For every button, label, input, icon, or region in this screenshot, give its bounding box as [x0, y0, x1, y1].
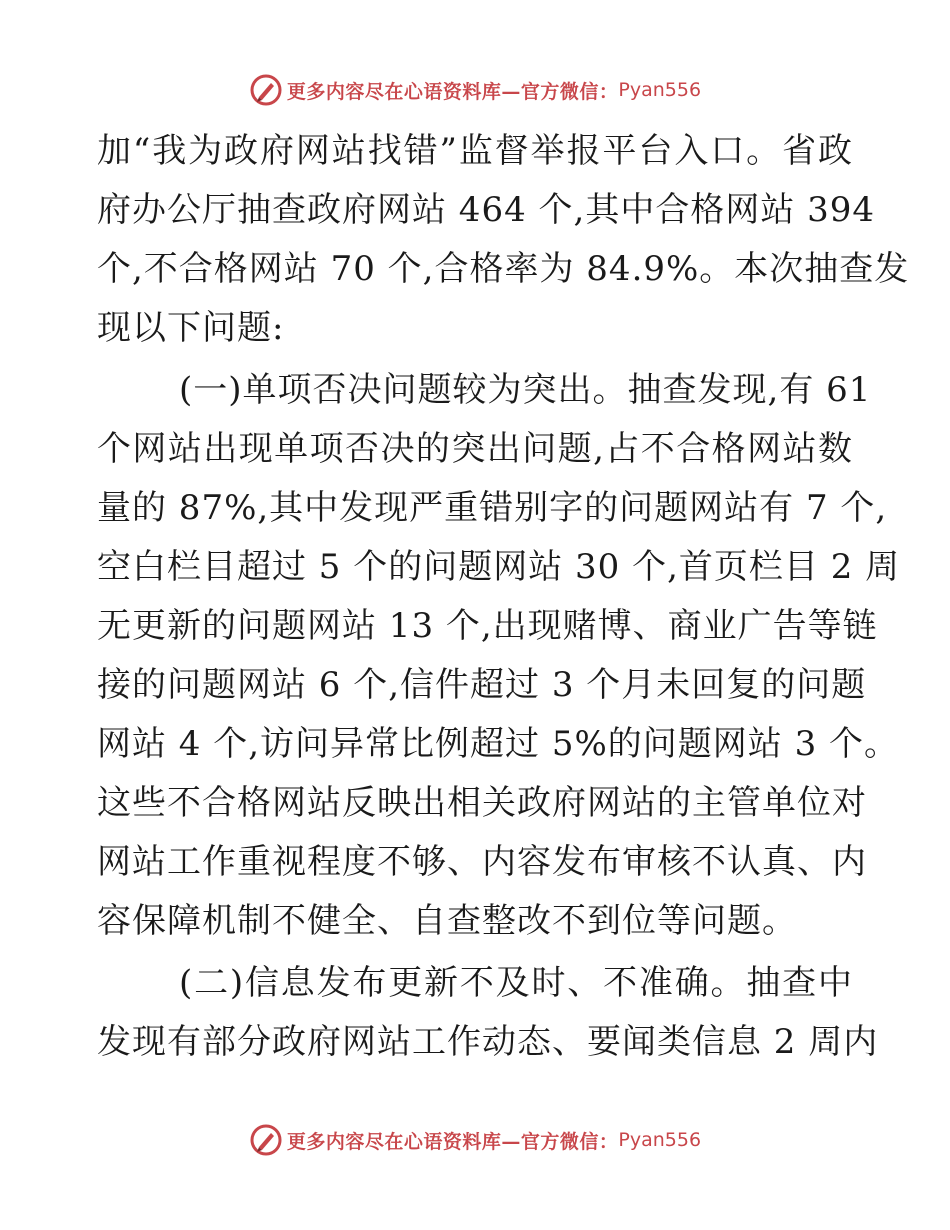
text-line: 容保障机制不健全、自查整改不到位等问题。	[97, 901, 797, 941]
document-body	[97, 122, 910, 1072]
text-line: 发现有部分政府网站工作动态、要闻类信息 2 周内	[97, 1022, 879, 1062]
paragraph	[97, 361, 901, 951]
paragraph	[97, 954, 879, 1072]
footer-watermark	[0, 1118, 950, 1162]
text-line: 无更新的问题网站 13 个,出现赌博、商业广告等链	[97, 606, 878, 646]
text-line: 个,不合格网站 70 个,合格率为 84.9%。本次抽查发	[97, 249, 910, 289]
paragraph	[97, 122, 910, 358]
text-line: 加“我为政府网站找错”监督举报平台入口。省政	[97, 131, 853, 171]
watermark-text: 更多内容尽在心语资料库—官方微信：	[286, 80, 619, 103]
text-line: 网站 4 个,访问异常比例超过 5%的问题网站 3 个。	[97, 724, 900, 764]
text-line: 府办公厅抽查政府网站 464 个,其中合格网站 394	[97, 190, 876, 230]
watermark-contact: Pyan556	[618, 79, 702, 101]
text-line: 量的 87%,其中发现严重错别字的问题网站有 7 个,	[97, 488, 888, 528]
text-line: 现以下问题:	[97, 308, 285, 348]
text-line: (一)单项否决问题较为突出。抽查发现,有 61	[179, 370, 872, 410]
watermark-text: 更多内容尽在心语资料库—官方微信：	[286, 1130, 619, 1153]
pen-circle-icon	[249, 1123, 283, 1157]
text-line: 接的问题网站 6 个,信件超过 3 个月未回复的问题	[97, 665, 867, 705]
text-line: 网站工作重视程度不够、内容发布审核不认真、内	[97, 842, 867, 882]
text-line: (二)信息发布更新不及时、不准确。抽查中	[179, 963, 853, 1003]
text-line: 这些不合格网站反映出相关政府网站的主管单位对	[97, 783, 867, 823]
text-line: 空白栏目超过 5 个的问题网站 30 个,首页栏目 2 周	[97, 547, 901, 587]
header-watermark	[0, 68, 950, 112]
pen-circle-icon	[249, 73, 283, 107]
text-line: 个网站出现单项否决的突出问题,占不合格网站数	[97, 429, 853, 469]
watermark-contact: Pyan556	[618, 1129, 702, 1151]
